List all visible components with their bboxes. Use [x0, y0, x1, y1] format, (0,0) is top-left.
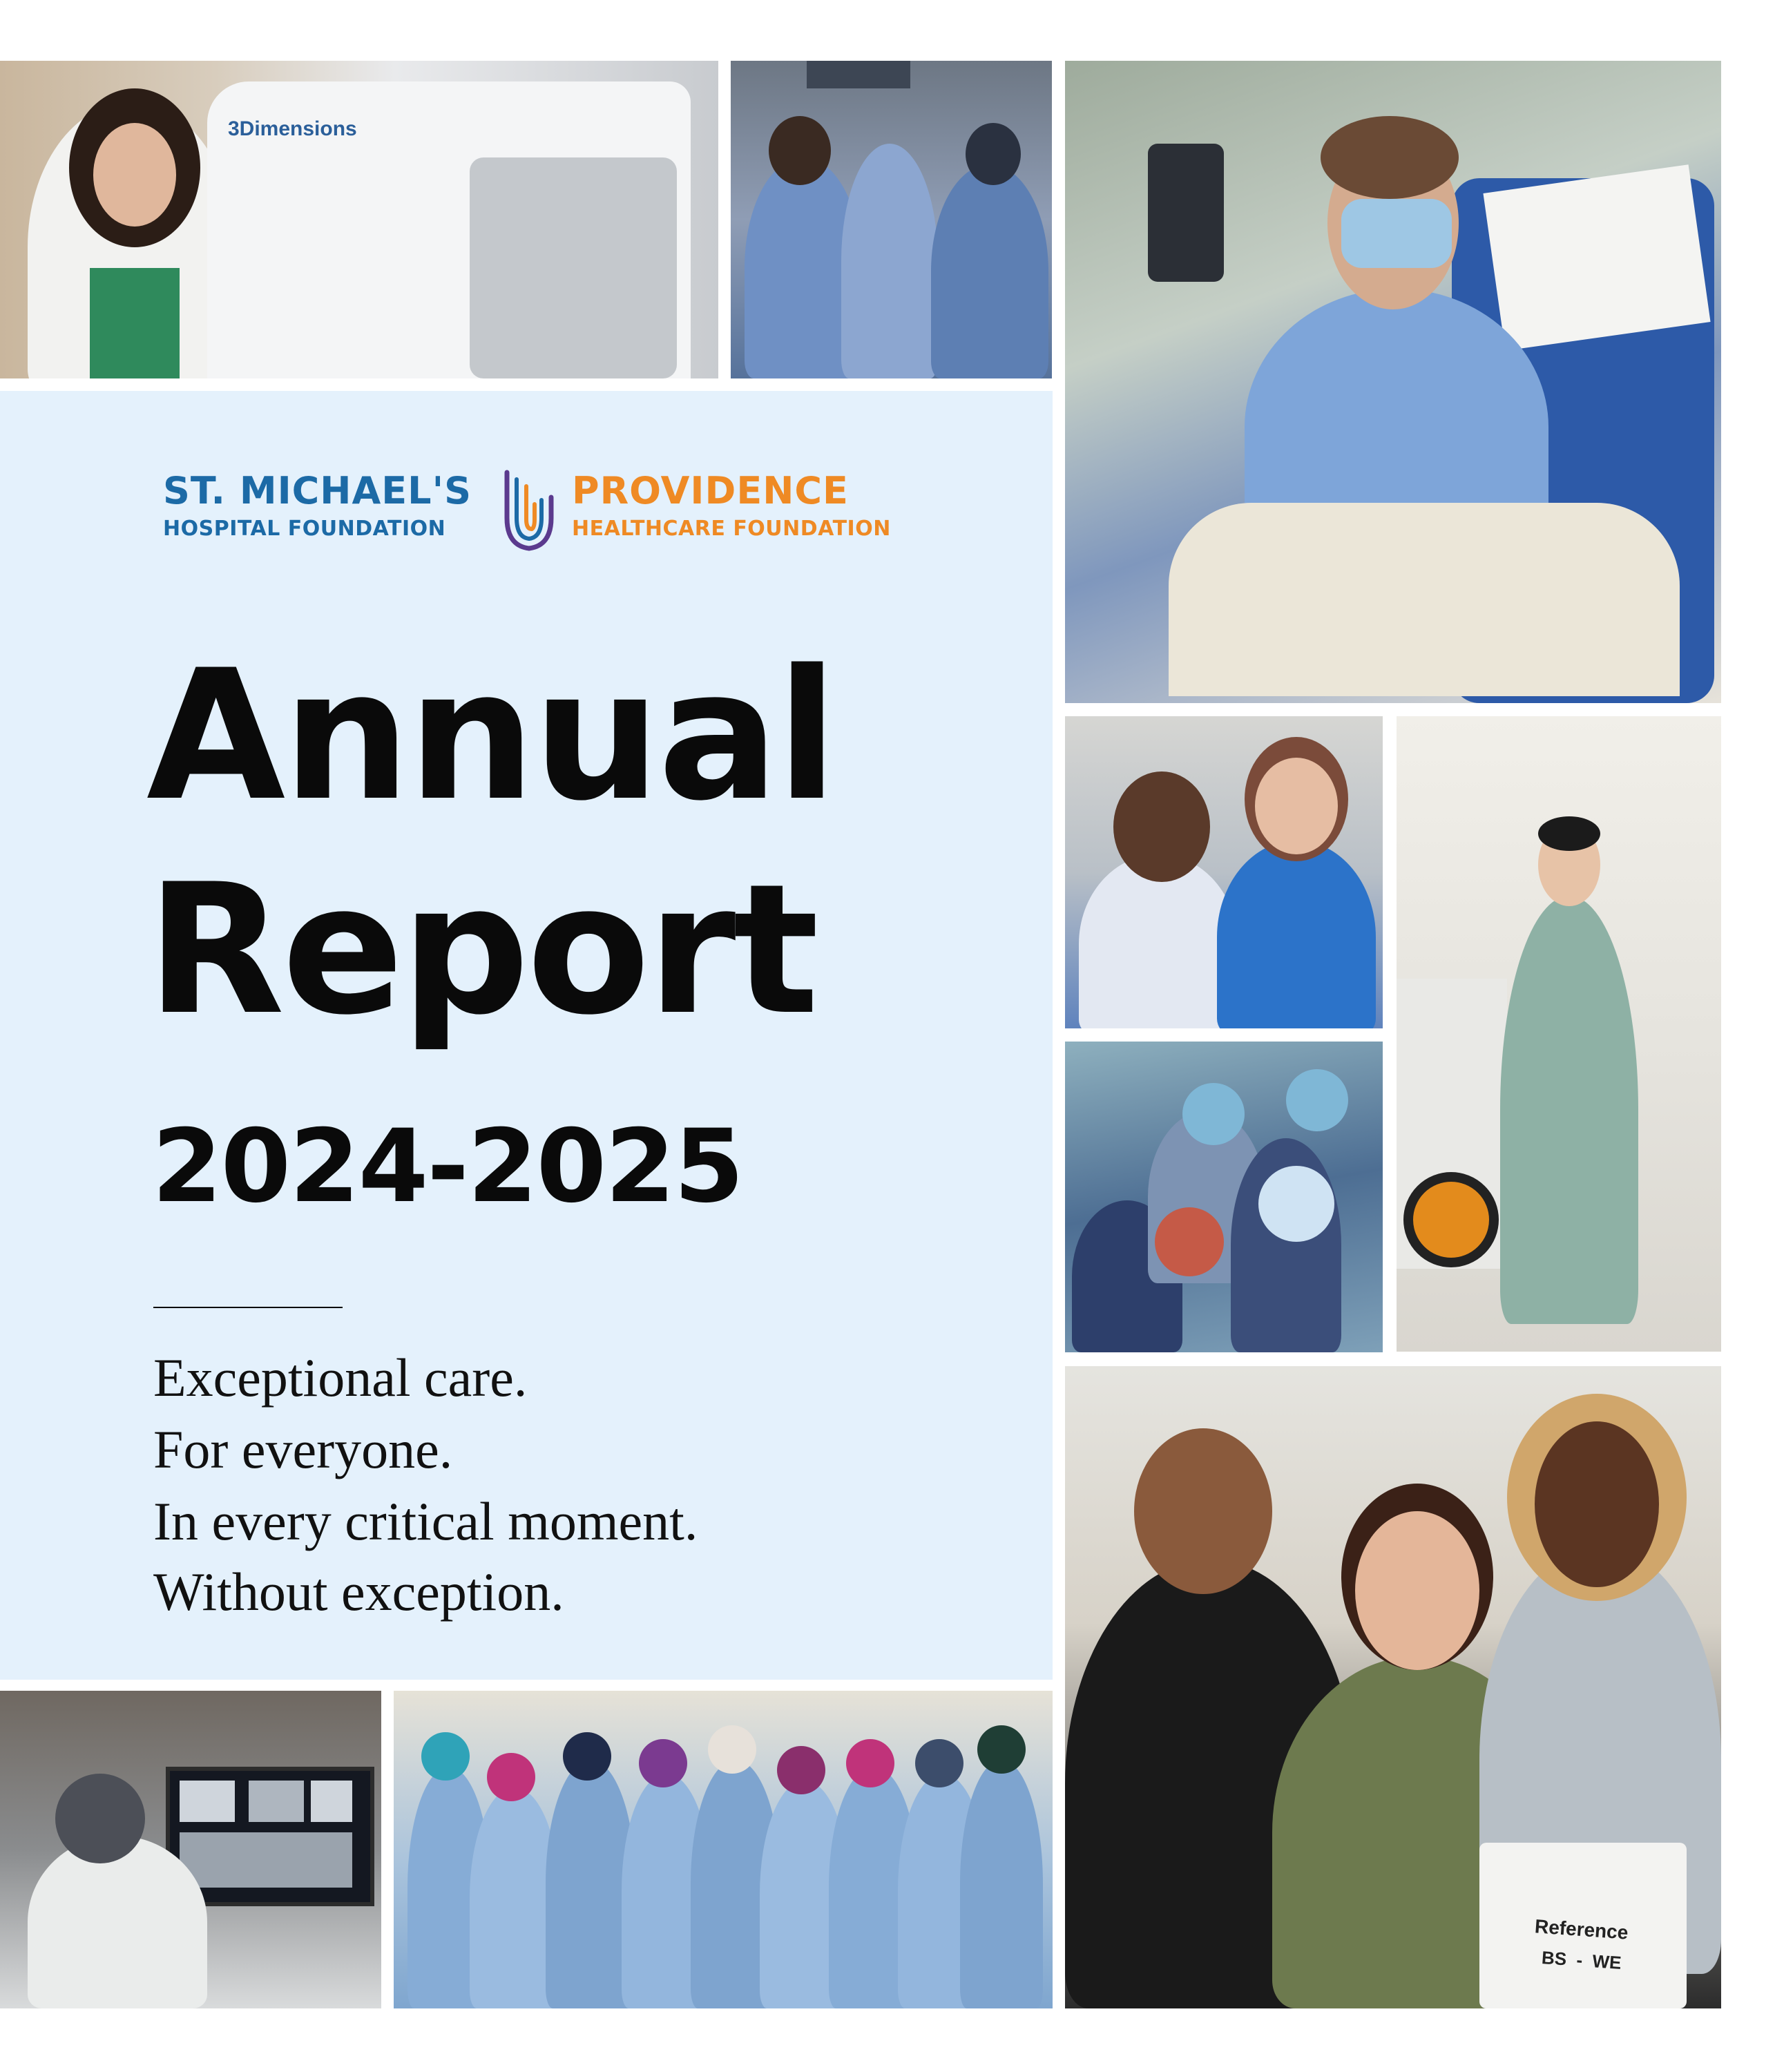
tagline-3: In every critical moment.	[153, 1491, 698, 1551]
providence-wordmark	[572, 467, 891, 543]
foundation-logo-icon	[500, 470, 558, 553]
foundation-logo	[163, 467, 923, 570]
st-michaels-wordmark	[163, 467, 472, 543]
sign-code-label: BS - WE	[1541, 1947, 1622, 1973]
title-line-1: Annual	[146, 632, 836, 841]
photo-group-in-coveralls	[394, 1691, 1053, 2008]
title-line-2: Report	[146, 846, 816, 1055]
tagline-2: For everyone.	[153, 1419, 453, 1479]
sign-reference-label: Reference	[1534, 1915, 1629, 1944]
photo-staff-in-hallway	[1397, 716, 1721, 1352]
tagline-4: Without exception.	[153, 1562, 564, 1622]
machine-brand-label: 3Dimensions	[228, 117, 357, 140]
photo-patient-in-bed	[1065, 61, 1721, 703]
tagline-1: Exceptional care.	[153, 1347, 528, 1408]
photo-clinician-at-monitors	[0, 1691, 381, 2008]
photo-clinician-with-machine	[0, 61, 718, 378]
logo-left-main: ST. MICHAEL'S	[163, 469, 472, 512]
photo-surgical-team	[731, 61, 1052, 378]
logo-right-sub: HEALTHCARE FOUNDATION	[572, 517, 891, 541]
photo-three-staff	[1065, 1366, 1721, 2008]
logo-right-main: PROVIDENCE	[572, 469, 849, 512]
logo-left-sub: HOSPITAL FOUNDATION	[163, 517, 446, 541]
report-year: 2024-2025	[152, 1108, 743, 1225]
photo-team-heart-hands	[1065, 1042, 1383, 1352]
photo-two-staff	[1065, 716, 1383, 1028]
cover-panel	[0, 391, 1053, 1680]
divider	[153, 1307, 343, 1308]
